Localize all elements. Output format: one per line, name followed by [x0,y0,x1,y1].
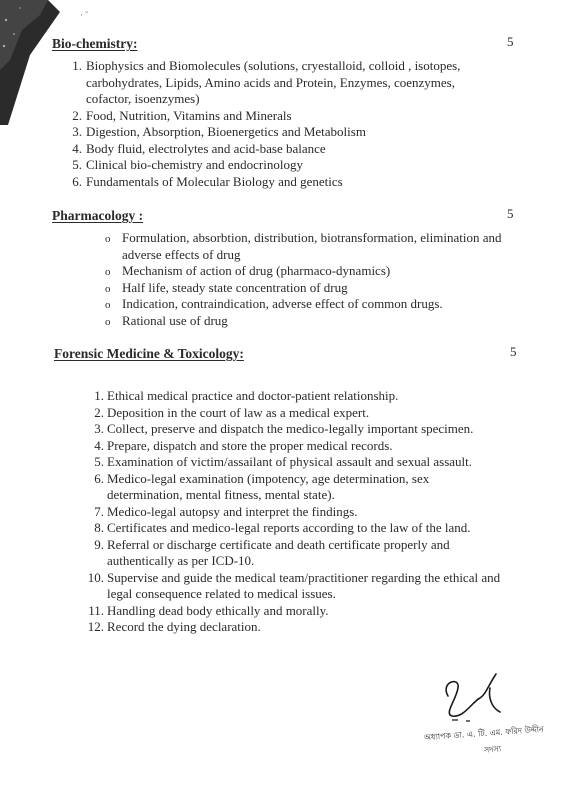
item-text-line: Ethical medical practice and doctor-patient relationship. [107,388,399,403]
pharmacology-marks: 5 [507,206,514,221]
biochemistry-heading: Bio-chemistry: [52,36,138,51]
pharmacology-list [105,230,542,329]
item-text-line: Rational use of drug [122,312,228,328]
biochemistry-list [72,58,536,190]
item-text-line: Record the dying declaration. [107,619,261,634]
item-text-line: Fundamentals of Molecular Biology and genetics [86,173,343,189]
item-text-line: determination, mental fitness, mental state). [107,487,335,502]
list-item [105,230,542,263]
item-text-line: Body fluid, electrolytes and acid-base balance [86,140,326,156]
scan-shadow-corner [0,0,75,125]
item-number: 3. [94,421,104,436]
item-text-line: Mechanism of action of drug (pharmaco-dynamics) [122,263,391,278]
item-text-line: adverse effects of drug [122,246,241,262]
item-number: 2. [94,404,104,420]
item-number: 5. [94,454,104,469]
item-text-line: Prepare, dispatch and store the proper medical records. [107,437,393,453]
forensic-marks: 5 [510,344,517,359]
item-number: 2. [72,107,82,123]
item-text-line: Half life, steady state concentration of drug [122,279,348,295]
item-number: 4. [72,140,82,156]
list-item [87,619,547,636]
biochemistry-marks: 5 [507,34,514,49]
bullet-marker: o [105,315,111,328]
item-text-line: Deposition in the court of law as a medical expert. [107,404,370,420]
signatory-name: অধ্যাপক ডা. এ. টি. এম. ফরিদ উদ্দীন [423,724,545,743]
item-number: 4. [94,437,104,453]
item-text-line: carbohydrates, Lipids, Amino acids and Protein, Enzymes, coenzymes, [86,74,455,90]
list-item [105,296,542,313]
item-number: 12. [87,619,104,634]
list-item [105,279,542,297]
item-text-line: Formulation, absorbtion, distribution, biotransformation, elimination and [122,230,502,245]
list-item [94,536,547,570]
list-item [94,421,547,438]
item-text-line: cofactor, isoenzymes) [86,91,200,106]
item-text-line: Clinical bio-chemistry and endocrinology [86,157,303,172]
list-item [94,503,547,521]
item-text-line: Medico-legal examination (impotency, age determination, sex [107,470,430,486]
list-item [72,157,536,174]
list-item [72,58,536,108]
item-number: 6. [94,470,104,486]
list-item [72,173,536,191]
pharmacology-heading: Pharmacology : [52,208,144,223]
item-text-line: Certificates and medico-legal reports according to the law of the land. [107,520,471,535]
item-text-line: Digestion, Absorption, Bioenergetics and Metabolism [86,124,366,139]
item-text-line: Biophysics and Biomolecules (solutions, cryestalloid, colloid , isotopes, [86,58,461,73]
list-item [94,437,547,455]
list-item [105,263,542,280]
list-item [94,404,547,422]
list-item [87,569,547,603]
item-text-line: Examination of victim/assailant of physical assault and sexual assault. [107,454,472,469]
item-text-line: Indication, contraindication, adverse effect of common drugs. [122,296,443,311]
item-text-line: Referral or discharge certificate and death certificate properly and [107,536,450,552]
item-text-line: authentically as per ICD-10. [107,553,255,568]
bullet-marker: o [105,299,111,311]
item-text-line: Medico-legal autopsy and interpret the findings. [107,503,358,519]
item-number: 1. [72,58,82,73]
list-item [94,388,547,405]
list-item [94,454,547,471]
forensic-list [87,388,547,636]
item-number: 3. [72,124,82,139]
list-item [88,602,547,620]
list-item [94,470,547,504]
item-number: 9. [94,536,104,552]
scan-speck: · ˘ [80,10,89,20]
item-number: 8. [94,520,104,535]
list-item [105,312,542,330]
handwritten-signature [430,668,510,728]
bullet-marker: o [105,266,111,278]
item-number: 10. [87,569,104,585]
item-number: 11. [88,602,104,618]
item-text-line: legal consequence related to medical issues. [107,586,336,601]
item-text-line: Food, Nutrition, Vitamins and Minerals [86,107,292,123]
item-number: 1. [94,388,104,403]
forensic-heading: Forensic Medicine & Toxicology: [54,346,244,361]
list-item [72,140,536,158]
list-item [94,520,547,537]
item-number: 6. [72,173,82,189]
bullet-marker: o [105,233,111,245]
item-number: 5. [72,157,82,172]
item-text-line: Supervise and guide the medical team/practitioner regarding the ethical and [107,569,501,585]
bullet-marker: o [105,282,111,295]
list-item [72,107,536,125]
signatory-role: সদস্য [483,744,502,755]
list-item [72,124,536,141]
item-number: 7. [94,503,104,519]
item-text-line: Handling dead body ethically and morally. [107,602,329,618]
item-text-line: Collect, preserve and dispatch the medico-legally important specimen. [107,421,474,436]
